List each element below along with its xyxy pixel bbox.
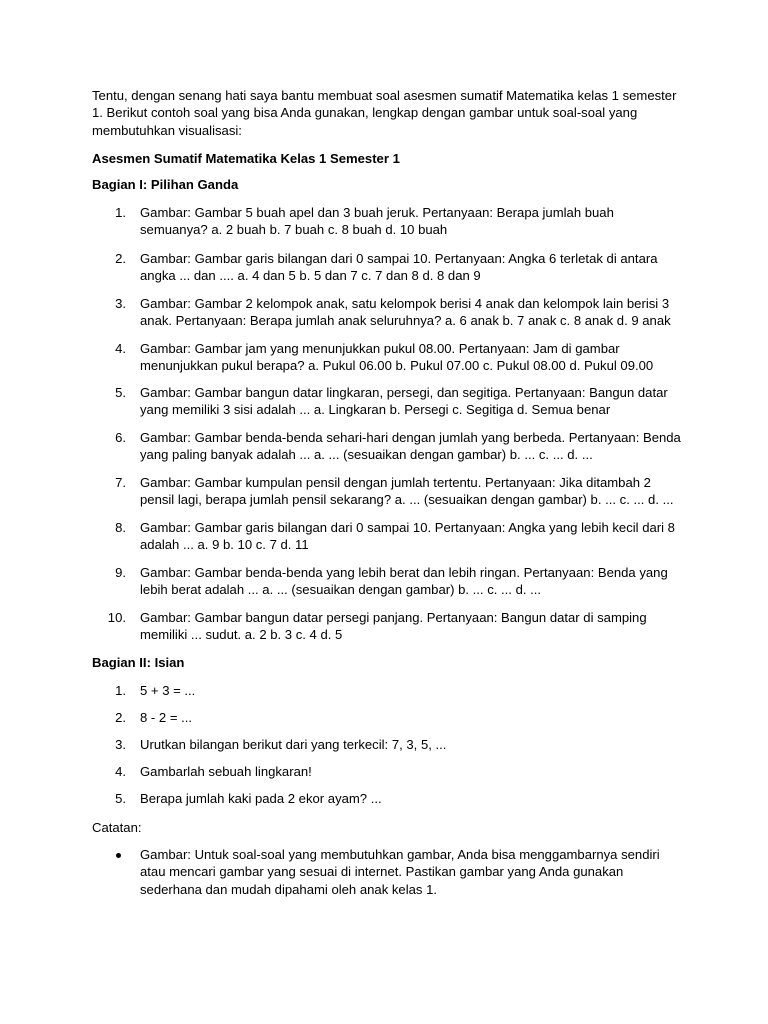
list-item [92, 682, 682, 699]
item-text: Gambarlah sebuah lingkaran! [140, 764, 312, 779]
item-text: Gambar: Gambar benda-benda sehari-hari dengan jumlah yang berbeda. Pertanyaan: Benda yang paling banyak adalah ... a. ... (sesuaikan dengan gambar) b. ... c. ... d. ... [140, 430, 681, 463]
bullet-icon [116, 853, 121, 858]
item-text: Gambar: Gambar garis bilangan dari 0 sampai 10. Pertanyaan: Angka yang lebih kecil dari 8 adalah ... a. 9 b. 10 c. 7 d. 11 [140, 520, 675, 553]
item-number: 1. [115, 683, 126, 698]
item-text: Gambar: Gambar kumpulan pensil dengan jumlah tertentu. Pertanyaan: Jika ditambah 2 pensil lagi, berapa jumlah pensil sekarang? a. ... (sesuaikan dengan gambar) b. ... c. ... d. ... [140, 475, 674, 508]
list-item [92, 250, 682, 285]
intro-paragraph: Tentu, dengan senang hati saya bantu membuat soal asesmen sumatif Matematika kelas 1 semester 1. Berikut contoh soal yang bisa Anda gunakan, lengkap dengan gambar untuk soal-soal yang membutuhkan visualisasi: [92, 88, 677, 138]
item-text: Gambar: Untuk soal-soal yang membutuhkan gambar, Anda bisa menggambarnya sendiri atau mencari gambar yang sesuai di internet. Pastikan gambar yang Anda gunakan sederhana dan mudah dipahami oleh anak kelas 1. [140, 847, 660, 897]
item-number: 9. [115, 565, 126, 580]
notes-heading: Catatan: [92, 820, 142, 835]
item-number: 3. [115, 737, 126, 752]
item-text: Urutkan bilangan berikut dari yang terkecil: 7, 3, 5, ... [140, 737, 447, 752]
item-number: 7. [115, 475, 126, 490]
list-item [92, 609, 682, 644]
item-text: Gambar: Gambar bangun datar lingkaran, persegi, dan segitiga. Pertanyaan: Bangun datar yang memiliki 3 sisi adalah ... a. Lingkaran b. Persegi c. Segitiga d. Semua benar [140, 385, 668, 418]
section2-heading: Bagian II: Isian [92, 655, 185, 670]
item-number: 6. [115, 430, 126, 445]
item-text: Gambar: Gambar 5 buah apel dan 3 buah jeruk. Pertanyaan: Berapa jumlah buah semuanya? a. 2 buah b. 7 buah c. 8 buah d. 10 buah [140, 205, 614, 238]
document-title: Asesmen Sumatif Matematika Kelas 1 Semester 1 [92, 151, 400, 166]
list-item [92, 763, 682, 780]
list-item [92, 519, 682, 554]
item-number: 4. [115, 764, 126, 779]
item-number: 8. [115, 520, 126, 535]
item-number: 4. [115, 341, 126, 356]
list-item [92, 204, 682, 239]
list-item [92, 736, 682, 753]
list-item [92, 709, 682, 726]
list-item [92, 846, 682, 898]
list-item [92, 790, 682, 807]
item-number: 2. [115, 710, 126, 725]
list-item [92, 429, 682, 464]
item-number: 10. [107, 610, 126, 625]
item-number: 2. [115, 251, 126, 266]
item-number: 5. [115, 791, 126, 806]
section1-heading: Bagian I: Pilihan Ganda [92, 177, 239, 192]
item-text: 8 - 2 = ... [140, 710, 193, 725]
item-text: Gambar: Gambar garis bilangan dari 0 sampai 10. Pertanyaan: Angka 6 terletak di antara angka ... dan .... a. 4 dan 5 b. 5 dan 7 c. 7 dan 8 d. 8 dan 9 [140, 251, 658, 284]
item-text: Gambar: Gambar 2 kelompok anak, satu kelompok berisi 4 anak dan kelompok lain berisi 3 anak. Pertanyaan: Berapa jumlah anak seluruhnya? a. 6 anak b. 7 anak c. 8 anak d. 9 anak [140, 296, 671, 329]
item-text: Berapa jumlah kaki pada 2 ekor ayam? ... [140, 791, 382, 806]
list-item [92, 564, 682, 599]
list-item [92, 340, 682, 375]
item-number: 1. [115, 205, 126, 220]
list-item [92, 295, 682, 330]
item-text: Gambar: Gambar jam yang menunjukkan pukul 08.00. Pertanyaan: Jam di gambar menunjukkan pukul berapa? a. Pukul 06.00 b. Pukul 07.00 c. Pukul 08.00 d. Pukul 09.00 [140, 341, 654, 374]
item-text: Gambar: Gambar bangun datar persegi panjang. Pertanyaan: Bangun datar di samping memiliki ... sudut. a. 2 b. 3 c. 4 d. 5 [140, 610, 647, 643]
list-item [92, 384, 682, 419]
item-number: 5. [115, 385, 126, 400]
item-text: Gambar: Gambar benda-benda yang lebih berat dan lebih ringan. Pertanyaan: Benda yang lebih berat adalah ... a. ... (sesuaikan dengan gambar) b. ... c. ... d. ... [140, 565, 668, 598]
item-text: 5 + 3 = ... [140, 683, 196, 698]
list-item [92, 474, 682, 509]
item-number: 3. [115, 296, 126, 311]
